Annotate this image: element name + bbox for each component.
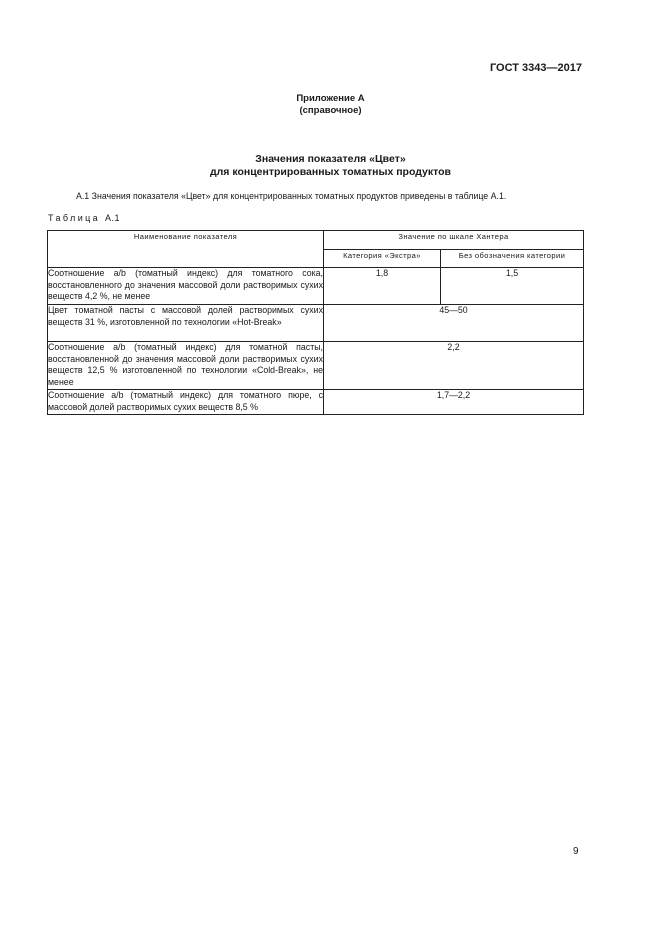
table-row <box>48 342 584 390</box>
row-extra-value: 1,8 <box>324 268 441 305</box>
table-row <box>48 390 584 415</box>
section-title-line1: Значения показателя «Цвет» <box>255 153 406 165</box>
header-indicator-name: Наименование показателя <box>48 231 324 268</box>
table-caption <box>48 213 120 223</box>
table-row <box>48 268 584 305</box>
row-indicator-name: Соотношение a/b (томатный индекс) для томатного пюре, с массовой долей растворимых сухих веществ 8,5 % <box>48 390 324 415</box>
row-no-category-value: 1,5 <box>441 268 584 305</box>
appendix-type: (справочное) <box>299 105 362 116</box>
row-indicator-name: Соотношение a/b (томатный индекс) для томатного сока, восстановленного до значения массовой доли растворимых сухих веществ 4,2 %, не менее <box>48 268 324 305</box>
header-no-category: Без обозначения категории <box>441 250 584 268</box>
intro-paragraph: А.1 Значения показателя «Цвет» для концентрированных томатных продуктов приведены в таблице А.1. <box>76 191 507 201</box>
row-indicator-name: Соотношение a/b (томатный индекс) для томатной пасты, восстановленной до значения массовой доли растворимых сухих веществ 12,5 % изготовленной по технологии «Cold-Break», не менее <box>48 342 324 390</box>
table-caption-word: Таблица <box>48 213 101 223</box>
table-caption-number: А.1 <box>105 213 121 223</box>
row-value: 2,2 <box>324 342 584 390</box>
appendix-title: Приложение А <box>296 93 365 104</box>
page-number: 9 <box>573 846 579 857</box>
row-value: 1,7—2,2 <box>324 390 584 415</box>
document-code: ГОСТ 3343—2017 <box>489 62 582 74</box>
row-indicator-name: Цвет томатной пасты с массовой долей растворимых сухих веществ 31 %, изготовленной по технологии «Hot-Break» <box>48 305 324 342</box>
section-title-line2: для концентрированных томатных продуктов <box>209 166 452 178</box>
hunter-values-table <box>47 230 584 415</box>
table-row <box>48 305 584 342</box>
header-extra-category: Категория «Экстра» <box>324 250 441 268</box>
header-hunter-scale: Значение по шкале Хантера <box>324 231 584 250</box>
row-value: 45—50 <box>324 305 584 342</box>
